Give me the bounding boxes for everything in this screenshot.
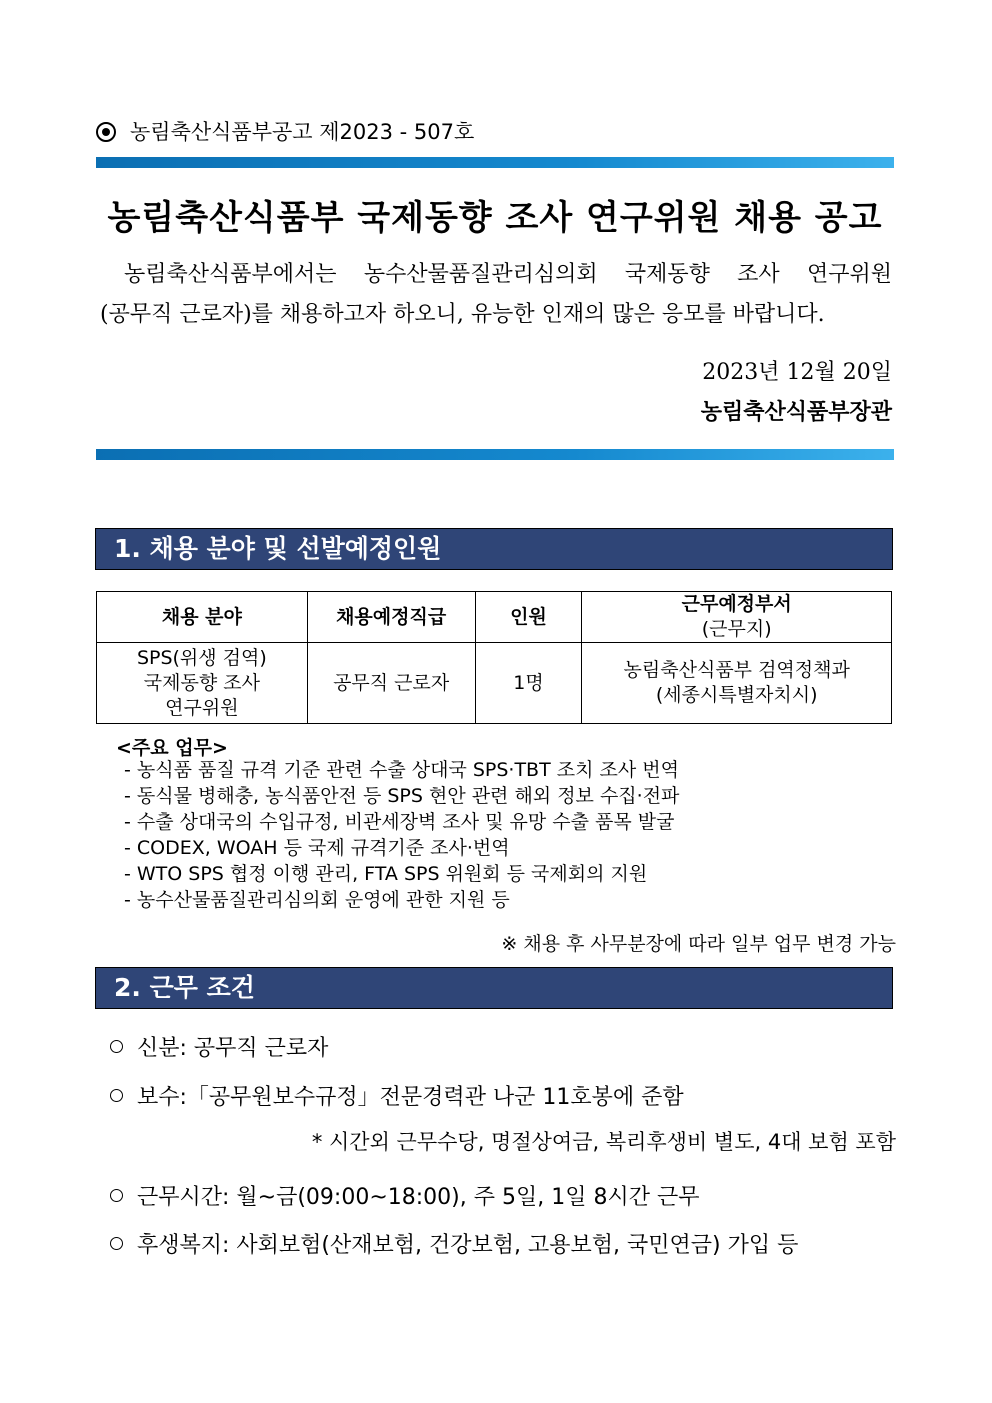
pay-note: * 시간외 근무수당, 명절상여금, 복리후생비 별도, 4대 보험 포함 — [311, 1130, 896, 1154]
list-item: - CODEX, WOAH 등 국제 규격기준 조사·번역 — [124, 837, 510, 859]
condition-hours-text: 근무시간: 월~금(09:00~18:00), 주 5일, 1일 8시간 근무 — [137, 1185, 700, 1210]
list-item: - 수출 상대국의 수입규정, 비관세장벽 조사 및 유망 수출 품목 발굴 — [124, 811, 675, 833]
cell-department — [582, 643, 892, 724]
recruitment-table — [96, 591, 892, 724]
condition-welfare-text: 후생복지: 사회보험(산재보험, 건강보험, 고용보험, 국민연금) 가입 등 — [137, 1233, 799, 1258]
condition-pay-text: 보수:「공무원보수규정」전문경력관 나군 11호봉에 준함 — [137, 1085, 684, 1110]
notice-date: 2023년 12월 20일 — [702, 360, 892, 385]
cell-department-line-1: 농림축산식품부 검역정책과 — [623, 659, 850, 681]
list-item: - 농식품 품질 규격 기준 관련 수출 상대국 SPS·TBT 조치 조사 번역 — [124, 759, 679, 781]
duties-heading: <주요 업무> — [116, 737, 228, 759]
section-2-heading: 2. 근무 조건 — [95, 967, 893, 1009]
circle-bullet-icon — [110, 1237, 123, 1250]
intro-line-1: 농림축산식품부에서는 농수산물품질관리심의회 국제동향 조사 연구위원 — [124, 262, 892, 287]
top-divider-bar — [96, 157, 894, 168]
circle-bullet-icon — [110, 1089, 123, 1102]
condition-status — [110, 1031, 328, 1062]
condition-pay — [110, 1080, 684, 1111]
bottom-divider-bar — [96, 449, 894, 460]
notice-number-text: 농림축산식품부공고 제2023 - 507호 — [130, 120, 475, 144]
page-title: 농림축산식품부 국제동향 조사 연구위원 채용 공고 — [107, 198, 883, 238]
list-item: - 동식물 병해충, 농식품안전 등 SPS 현안 관련 해외 정보 수집·전파 — [124, 785, 680, 807]
header-department-sub: (근무지) — [701, 618, 772, 640]
cell-field-line-1: SPS(위생 검역) — [136, 646, 267, 669]
section-1-heading: 1. 채용 분야 및 선발예정인원 — [95, 528, 893, 570]
header-count: 인원 — [475, 592, 582, 643]
condition-welfare — [110, 1228, 798, 1259]
cell-field — [97, 643, 308, 724]
circle-bullet-icon — [110, 1189, 123, 1202]
table-row — [97, 643, 892, 724]
duties-list — [124, 757, 679, 913]
list-item: - WTO SPS 협정 이행 관리, FTA SPS 위원회 등 국제회의 지원 — [124, 863, 648, 885]
circle-bullet-icon — [110, 1040, 123, 1053]
header-field: 채용 분야 — [97, 592, 308, 643]
radio-bullet-icon — [96, 122, 116, 142]
table-header-row — [97, 592, 892, 643]
cell-field-line-3: 연구위원 — [165, 696, 239, 719]
condition-status-text: 신분: 공무직 근로자 — [137, 1036, 329, 1061]
duties-note: ※ 채용 후 사무분장에 따라 일부 업무 변경 가능 — [501, 933, 896, 955]
header-department — [582, 592, 892, 643]
condition-hours — [110, 1180, 699, 1211]
issuer: 농림축산식품부장관 — [700, 399, 892, 425]
notice-number — [96, 116, 474, 146]
intro-line-2: (공무직 근로자)를 채용하고자 하오니, 유능한 인재의 많은 응모를 바랍니다. — [100, 302, 825, 327]
cell-department-line-2: (세종시특별자치시) — [655, 684, 818, 706]
header-rank: 채용예정직급 — [307, 592, 475, 643]
cell-count: 1명 — [475, 643, 582, 724]
list-item: - 농수산물품질관리심의회 운영에 관한 지원 등 — [124, 889, 510, 911]
cell-field-line-2: 국제동향 조사 — [143, 671, 260, 694]
header-department-label: 근무예정부서 — [681, 593, 792, 615]
cell-rank: 공무직 근로자 — [307, 643, 475, 724]
